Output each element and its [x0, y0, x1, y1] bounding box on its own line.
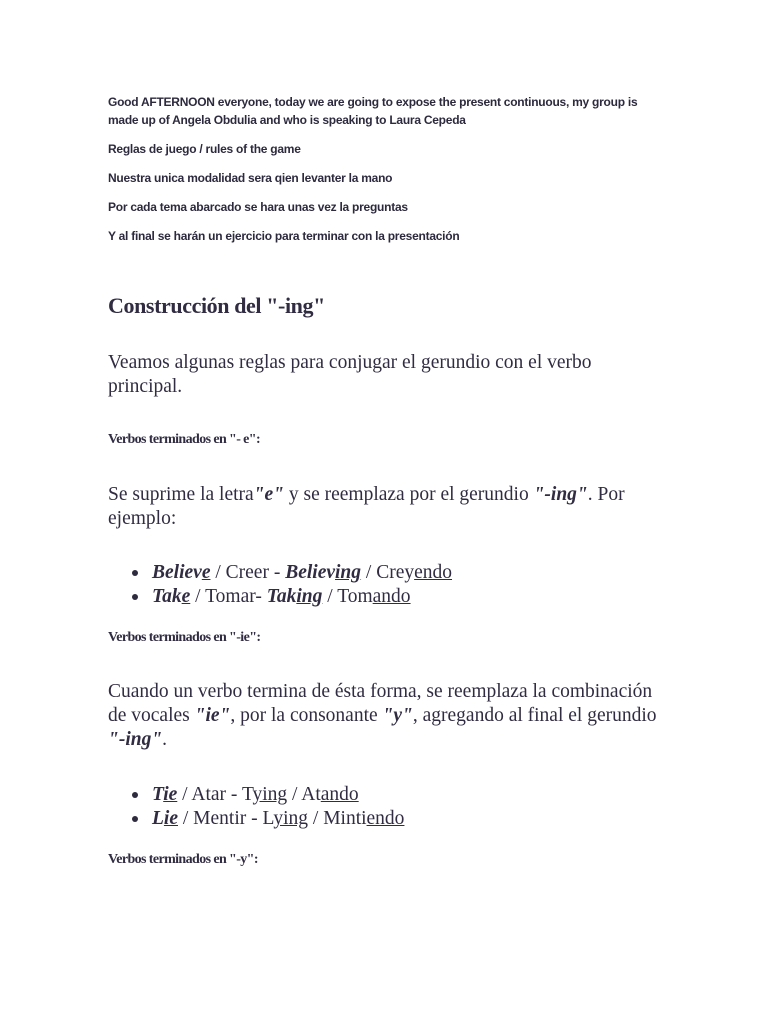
section-lead: Veamos algunas reglas para conjugar el gerundio con el verbo principal.	[108, 352, 592, 397]
gerund-english: Taking	[266, 586, 323, 607]
rule-ie-text-b: , por la consonante	[230, 705, 383, 726]
verb-english: Lie	[152, 808, 178, 829]
verb-spanish: Tomar	[205, 586, 256, 607]
gerund-english: Tying	[241, 784, 288, 805]
rule-e-text-b: y se reemplaza por el gerundio	[283, 484, 534, 505]
gerund-spanish: Creyendo	[376, 562, 453, 583]
rule-ie-text	[108, 680, 668, 752]
list-item: Believe / Creer - Believing / Creyendo	[108, 561, 668, 585]
subheading-y: Verbos terminados en "-y":	[108, 852, 258, 867]
bullet-icon	[132, 792, 138, 798]
gerund-spanish: Tomando	[337, 586, 411, 607]
verb-english: Believe	[152, 562, 211, 583]
verb-spanish: Mentir	[193, 808, 247, 829]
gerund-spanish: Mintiendo	[323, 808, 405, 829]
rules-of-game-line: Reglas de juego / rules of the game	[108, 142, 301, 156]
subheading-e: Verbos terminados en "- e":	[108, 432, 261, 447]
intro-paragraph: Good AFTERNOON everyone, today we are going to expose the present continuous, my group is made up of Angela Obdulia and who is speaking to Laura Cepeda	[108, 95, 638, 127]
section-title: Construcción del "-ing"	[108, 293, 325, 318]
questions-line: Por cada tema abarcado se hara unas vez la preguntas	[108, 200, 408, 214]
modality-line: Nuestra unica modalidad sera qien levanter la mano	[108, 171, 393, 185]
rule-ie-text-d: .	[162, 729, 168, 750]
final-exercise-line: Y al final se harán un ejercicio para terminar con la presentación	[108, 229, 460, 243]
bullet-icon	[132, 594, 138, 600]
subheading-ie: Verbos terminados en "-ie":	[108, 630, 261, 645]
rule-ie-examples	[108, 783, 668, 831]
verb-english: Take	[152, 586, 191, 607]
verb-spanish: Creer	[225, 562, 269, 583]
rule-e-text-a: Se suprime la letra	[108, 484, 254, 505]
rule-ie-text-c: , agregando al final el gerundio	[412, 705, 657, 726]
gerund-spanish: Atando	[301, 784, 359, 805]
rule-e-text	[108, 483, 668, 531]
rule-e-examples	[108, 561, 668, 609]
gerund-english: Believing	[285, 562, 362, 583]
gerund-english: Lying	[262, 808, 309, 829]
rule-e-emphasis-ing: "-ing"	[533, 484, 588, 505]
rule-e-text-c: . Por ejemplo:	[108, 484, 625, 529]
rule-ie-text-a: Cuando un verbo termina de ésta forma, se reemplaza la combinación de vocales	[108, 681, 653, 726]
verb-spanish: Atar	[191, 784, 227, 805]
list-item: Tie / Atar - Tying / Atando	[108, 783, 668, 807]
bullet-icon	[132, 816, 138, 822]
bullet-icon	[132, 570, 138, 576]
rule-ie-emphasis-ing: "-ing"	[108, 729, 163, 750]
list-item: Take / Tomar- Taking / Tomando	[108, 585, 668, 609]
rule-e-emphasis-e: "e"	[253, 484, 284, 505]
list-item: Lie / Mentir - Lying / Mintiendo	[108, 807, 668, 831]
rule-ie-emphasis-y: "y"	[382, 705, 413, 726]
rule-ie-emphasis-ie: "ie"	[194, 705, 231, 726]
verb-english: Tie	[152, 784, 178, 805]
